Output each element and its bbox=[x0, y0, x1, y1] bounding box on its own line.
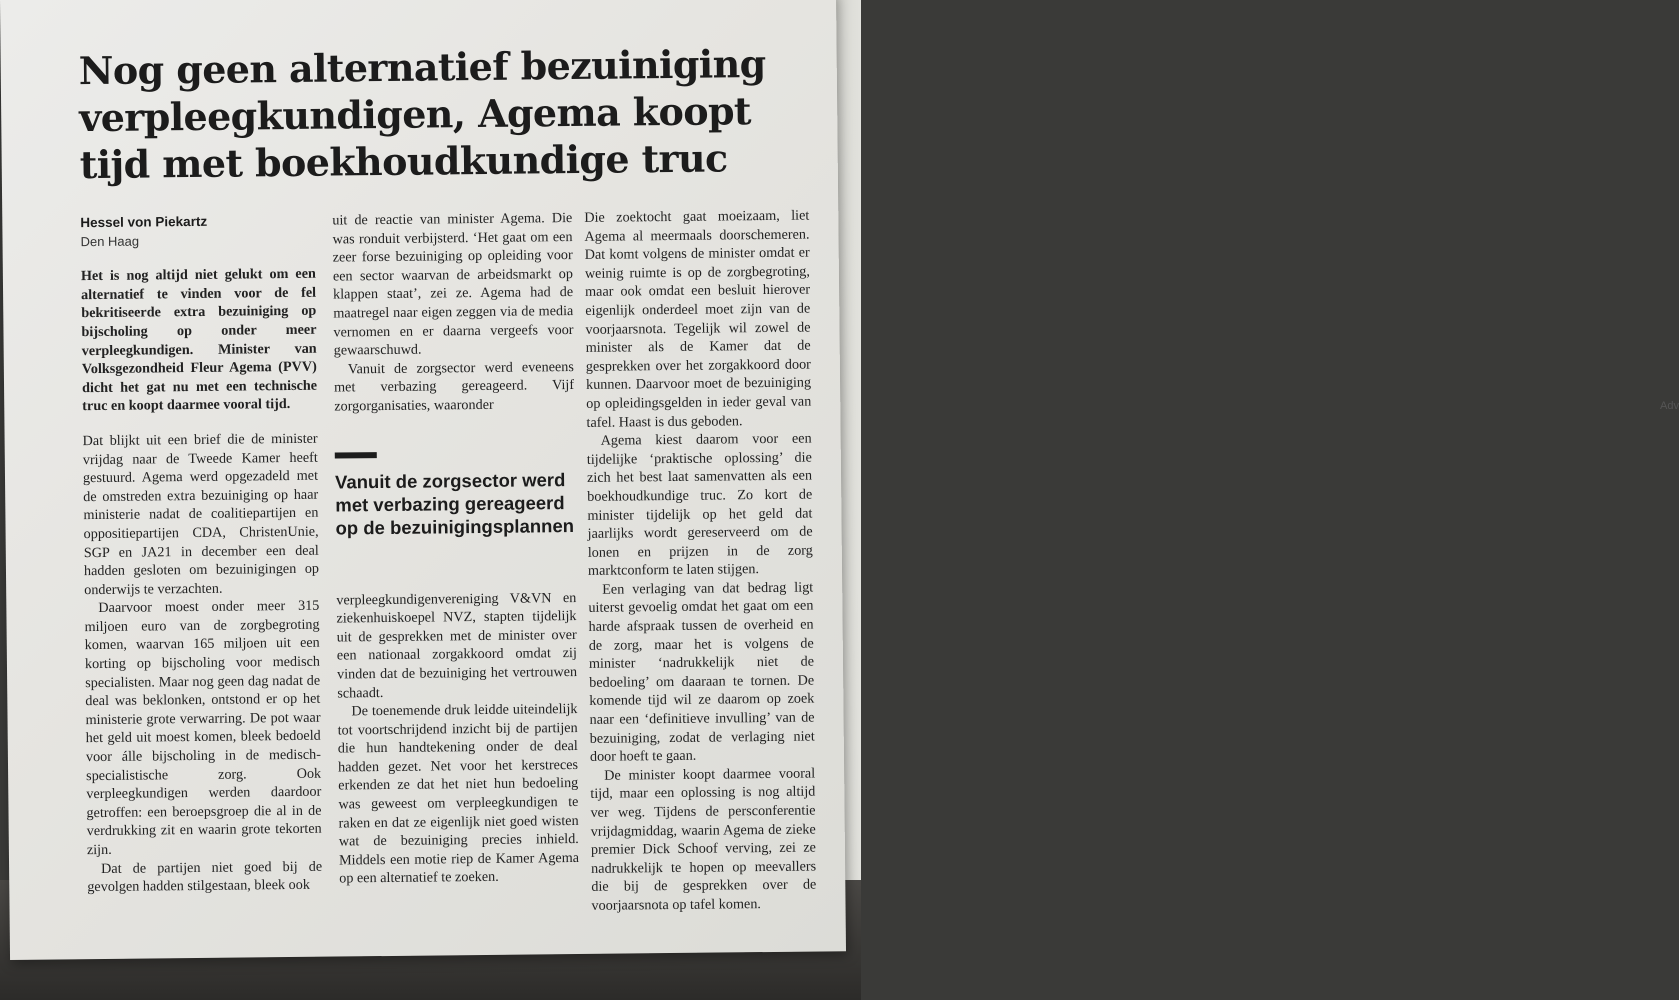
body-paragraph: Dat de partijen niet goed bij de gevolgen hadden stilgestaan, bleek ook bbox=[87, 858, 323, 896]
body-paragraph: Agema kiest daarom voor een tijdelijke ‘praktische oplossing’ die zich het best laat samenvatten als een boekhoudkundige truc. Zo kort de minister tijdelijk op het geld dat jaarlijks wordt gereserveerd om de lonen en prijzen in de zorg marktconform te laten stijgen. bbox=[586, 430, 813, 580]
column-3 bbox=[584, 207, 816, 916]
body-paragraph: Dat blijkt uit een brief die de minister vrijdag naar de Tweede Kamer heeft gestuurd. Agema werd opgezadeld met de omstreden extra bezuiniging op haar ministerie nadat de coalitiepartijen en oppositiepartijen CDA, ChristenUnie, SGP en JA21 in december een deal hadden gesloten om bezuinigingen op onderwijs te verzachten. bbox=[82, 430, 320, 598]
article-lead: Het is nog altijd niet gelukt om een alternatief te vinden voor de fel bekritiseerde extra bezuiniging op bijscholing op onder meer verpleegkundigen. Minister van Volksgezondheid Fleur Agema (PVV) dicht het gat nu met een technische truc en koopt daarmee vooral tijd. bbox=[80, 265, 318, 415]
body-paragraph: Daarvoor moest onder meer 315 miljoen euro van de zorgbegroting komen, waarvan 165 miljoen uit een korting op bijscholing voor medisch specialisten. Maar nog geen dag nadat de deal was beklonken, ontstond er op het ministerie grote verwarring. De pot waar het geld uit moest komen, bleek bedoeld voor álle bijscholing in de medisch-specialistische zorg. Ook verpleegkundigen werden daardoor getroffen: een beroepsgroep die al in de verdrukking zit en waarin grote tekorten zijn. bbox=[84, 597, 322, 859]
body-paragraph: De toenemende druk leidde uiteindelijk tot voortschrijdend inzicht bij de partijen die hun handtekening onder de deal hadden gezet. Net voor het kerstreces erkenden ze dat het niet hun bedoeling was geweest om verpleegkundigen te raken en dat ze eigenlijk niet goed wisten wat de bezuiniging precies inhield. Middels een motie riep de Kamer Agema op een alternatief te zoeken. bbox=[337, 701, 580, 887]
pull-quote-rule bbox=[335, 452, 377, 458]
body-paragraph: uit de reactie van minister Agema. Die was ronduit verbijsterd. ‘Het gaat om een zeer forse bezuiniging op opleiding voor een sector waarvan de arbeidsmarkt op klappen staat’, zei ze. Agema had de maatregel naar eigen zeggen via de media vernomen en er daarna vergeefs voor gewaarschuwd. bbox=[332, 210, 574, 359]
body-paragraph: Een verlaging van dat bedrag ligt uiterst gevoelig omdat het gaat om een harde afspraak tussen de overheid en de zorg, maar het is volgens de minister ‘nadrukkelijk niet de bedoeling’ om daaraan te tornen. De komende tijd wil ze daarom op zoek naar een ‘definitieve invulling’ van de bezuiniging, zodat de verlaging niet door hoeft te gaan. bbox=[588, 579, 815, 766]
byline-author: Hessel von Piekartz bbox=[80, 213, 208, 231]
byline-place: Den Haag bbox=[80, 233, 140, 249]
newspaper-page bbox=[0, 0, 846, 960]
column-1 bbox=[80, 212, 322, 897]
article-headline: Nog geen alternatief bezuiniging verpleegkundigen, Agema koopt tijd met boekhoudkundige truc bbox=[78, 40, 766, 188]
body-paragraph: Vanuit de zorgsector werd eveneens met verbazing gereageerd. Vijf zorgorganisaties, waaronder bbox=[333, 358, 575, 415]
body-paragraph: verpleegkundigenvereniging V&VN en ziekenhuiskoepel NVZ, stapten tijdelijk uit de gesprekken met de minister over een nationaal zorgakkoord omdat zij vinden dat de bezuiniging het vertrouwen schaadt. bbox=[336, 589, 578, 702]
pull-quote: Vanuit de zorgsector werd met verbazing gereageerd op de bezuinigingsplannen bbox=[334, 468, 575, 539]
column-2 bbox=[332, 209, 579, 889]
body-paragraph: Die zoektocht gaat moeizaam, liet Agema al meermaals doorschemeren. Dat komt volgens de minister omdat er weinig ruimte is op de zorgbegroting, maar ook omdat een besluit hierover eigenlijk onderdeel moet zijn van de voorjaarsnota. Tegelijk wil zowel de minister als de Kamer dat de gesprekken over het zorgakkoord door kunnen. Daarvoor moet de bezuiniging op opleidingsgelden in ieder geval van tafel. Haast is dus geboden. bbox=[584, 207, 812, 431]
adjacent-page-text: Adv bbox=[1660, 400, 1679, 412]
body-paragraph: De minister koopt daarmee vooral tijd, maar een oplossing is nog altijd ver weg. Tijdens de persconferentie vrijdagmiddag, waarin Agema de zieke premier Dick Schoof verving, zei ze nadrukkelijk te hopen op meevallers die bij de gesprekken over de voorjaarsnota op tafel komen. bbox=[590, 765, 817, 914]
